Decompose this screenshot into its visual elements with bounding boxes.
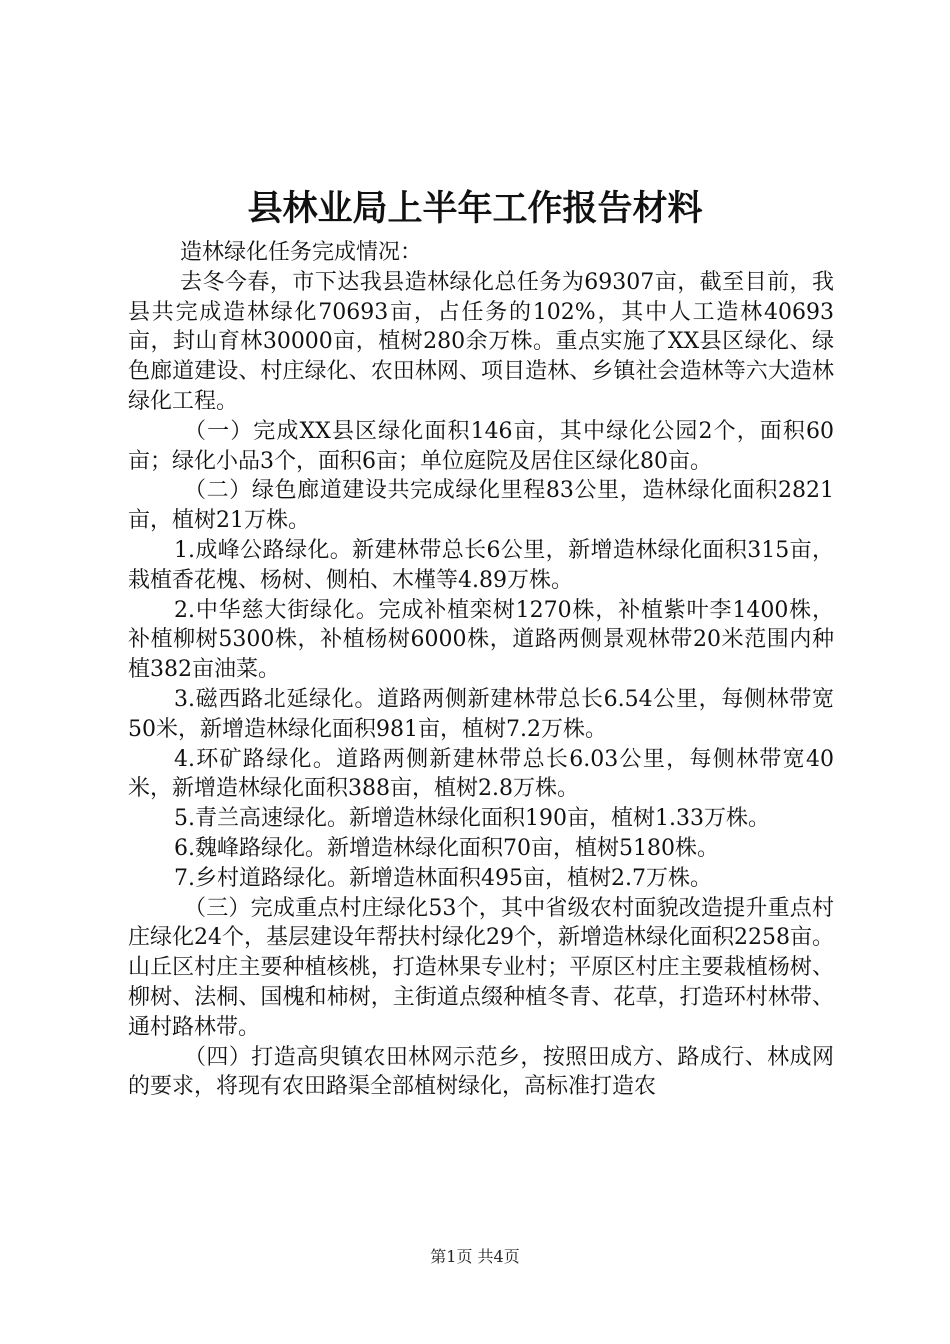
paragraph-item-4: （四）打造高臾镇农田林网示范乡，按照田成方、路成行、林成网的要求，将现有农田路渠全部植树绿化，高标准打造农 [128, 1044, 834, 1100]
page-footer: 第1页 共4页 [430, 1247, 520, 1266]
paragraph-subitem-1: 1.成峰公路绿化。新建林带总长6公里，新增造林绿化面积315亩，栽植香花槐、杨树、侧柏、木槿等4.89万株。 [128, 537, 834, 593]
paragraph-subitem-5: 5.青兰高速绿化。新增造林绿化面积190亩，植树1.33万株。 [174, 806, 770, 832]
paragraph-section-heading: 造林绿化任务完成情况： [180, 240, 423, 265]
paragraph-subitem-2: 2.中华慈大街绿化。完成补植栾树1270株，补植紫叶李1400株，补植柳树5300株，补植杨树6000株，道路两侧景观林带20米范围内种植382亩油菜。 [128, 597, 834, 683]
paragraph-item-1: （一）完成XX县区绿化面积146亩，其中绿化公园2个，面积60亩；绿化小品3个，面积6亩；单位庭院及居住区绿化80亩。 [128, 418, 834, 474]
document-body [128, 238, 834, 1102]
paragraph-subitem-4: 4.环矿路绿化。道路两侧新建林带总长6.03公里，每侧林带宽40米，新增造林绿化面积388亩，植树2.8万株。 [128, 746, 834, 802]
paragraph-subitem-3: 3.磁西路北延绿化。道路两侧新建林带总长6.54公里，每侧林带宽50米，新增造林绿化面积981亩，植树7.2万株。 [128, 686, 834, 742]
paragraph-subitem-7: 7.乡村道路绿化。新增造林面积495亩，植树2.7万株。 [174, 865, 712, 891]
paragraph-subitem-6: 6.魏峰路绿化。新增造林绿化面积70亩，植树5180株。 [174, 835, 719, 861]
paragraph-item-3: （三）完成重点村庄绿化53个，其中省级农村面貌改造提升重点村庄绿化24个，基层建设年帮扶村绿化29个，新增造林绿化面积2258亩。山丘区村庄主要种植核桃，打造林果专业村；平原区村庄主要栽植杨树、柳树、法桐、国槐和柿树，主街道点缀种植冬青、花草，打造环村林带、通村路林带。 [128, 895, 834, 1040]
paragraph-overview: 去冬今春，市下达我县造林绿化总任务为69307亩，截至目前，我县共完成造林绿化70693亩，占任务的102%，其中人工造林40693亩，封山育林30000亩，植树280余万株。重点实施了XX县区绿化、绿色廊道建设、村庄绿化、农田林网、项目造林、乡镇社会造林等六大造林绿化工程。 [128, 269, 834, 414]
paragraph-item-2: （二）绿色廊道建设共完成绿化里程83公里，造林绿化面积2821亩，植树21万株。 [128, 478, 834, 534]
document-title: 县林业局上半年工作报告材料 [247, 188, 703, 229]
